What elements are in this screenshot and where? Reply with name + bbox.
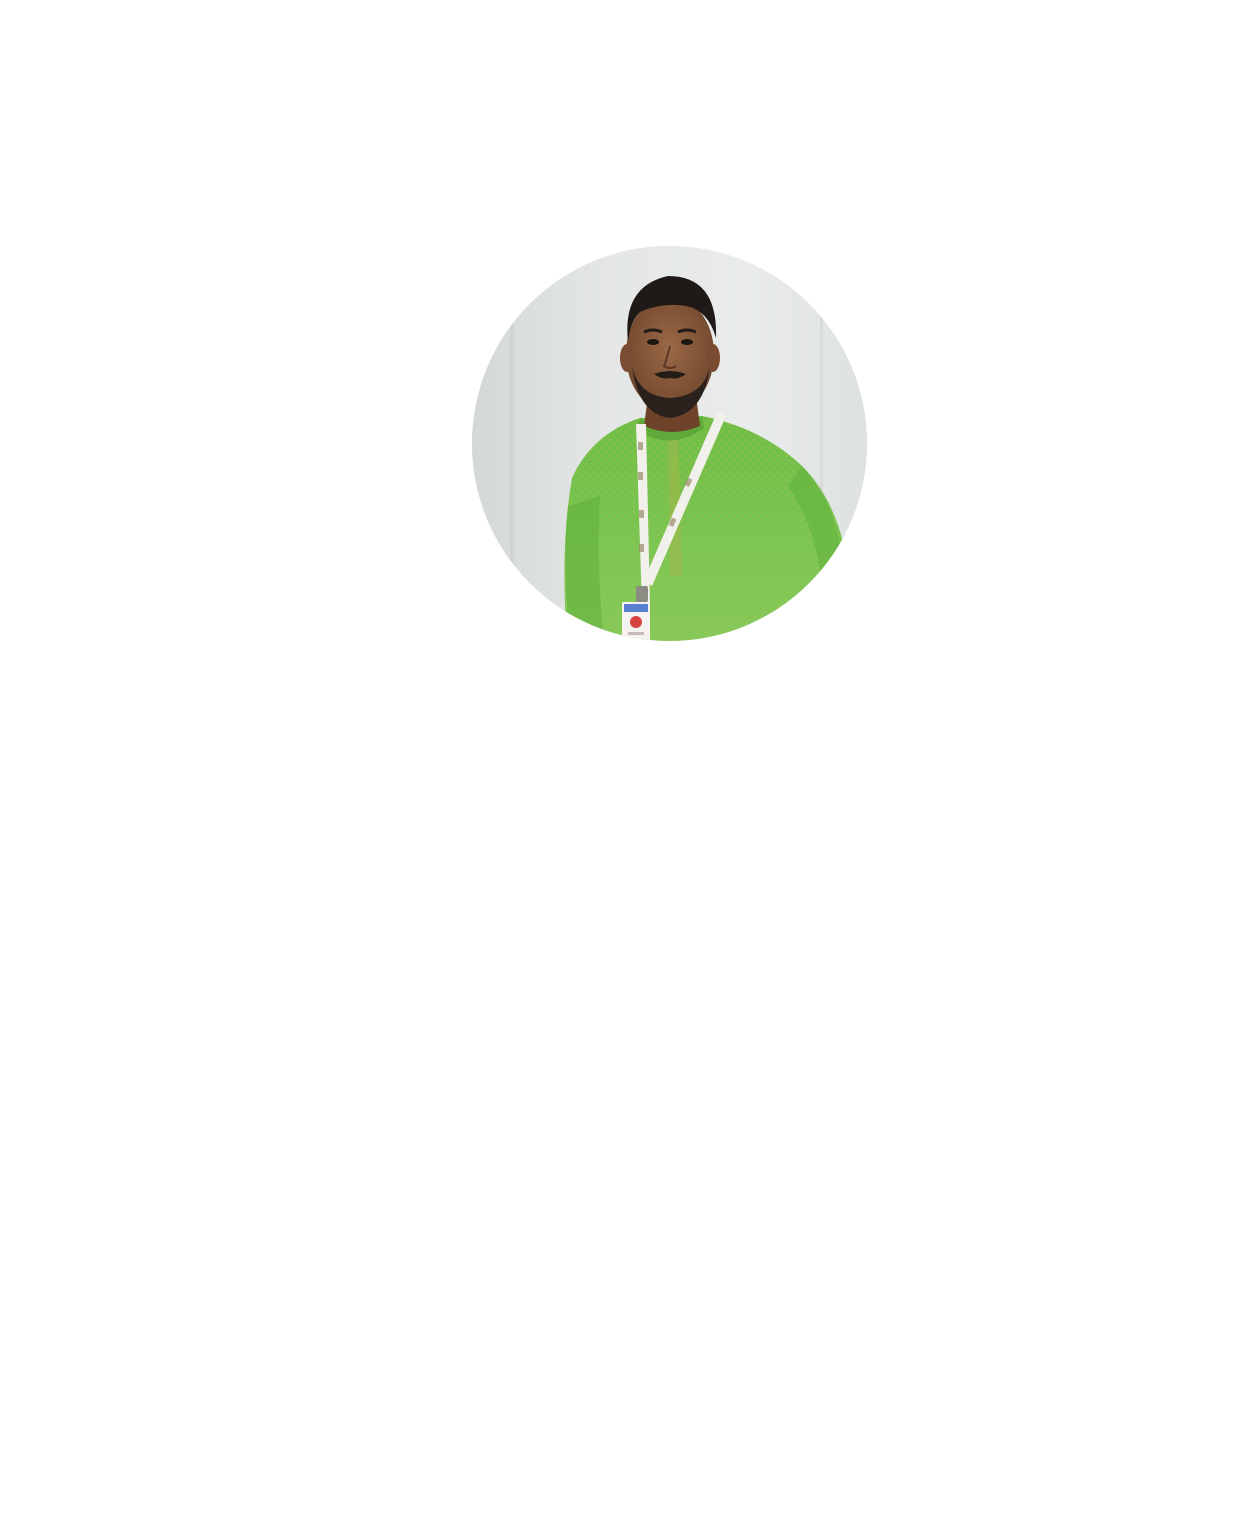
avatar[interactable] [472, 246, 867, 641]
avatar-photo [472, 246, 867, 641]
